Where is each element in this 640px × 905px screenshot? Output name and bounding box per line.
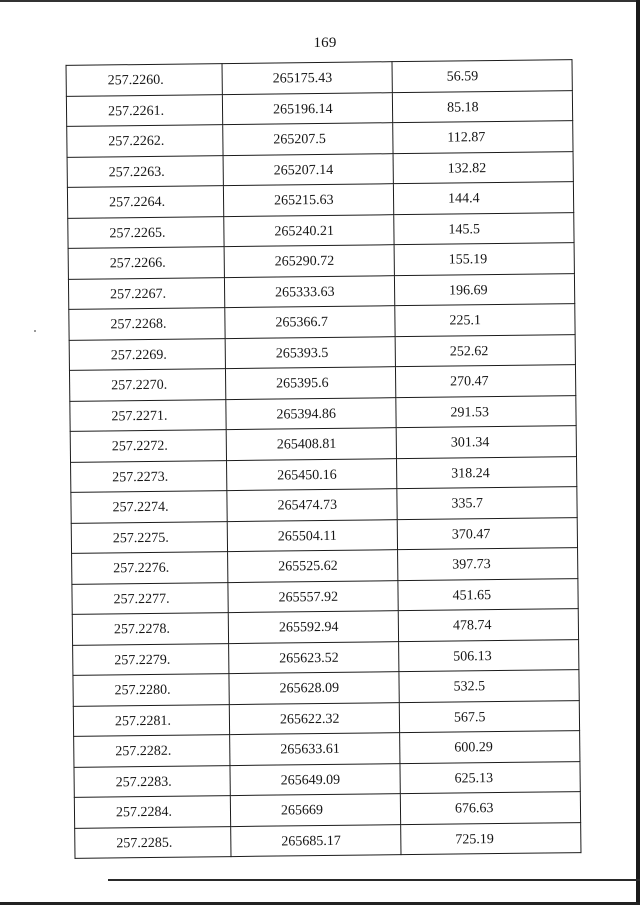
cell-column-3: 196.69	[394, 273, 574, 306]
cell-column-3: 85.18	[392, 90, 572, 123]
cell-column-1: 257.2276.	[72, 552, 228, 584]
cell-column-1: 257.2266.	[68, 247, 224, 279]
cell-column-1: 257.2280.	[73, 674, 229, 706]
cell-column-1: 257.2281.	[73, 704, 229, 736]
cell-column-1: 257.2277.	[72, 582, 228, 614]
cell-column-2: 265633.61	[230, 733, 400, 765]
cell-column-1: 257.2269.	[69, 338, 225, 370]
cell-column-1: 257.2272.	[70, 430, 226, 462]
cell-column-2: 265474.73	[227, 489, 397, 521]
cell-column-2: 265240.21	[224, 214, 394, 246]
scan-edge-top	[0, 0, 640, 2]
cell-column-2: 265685.17	[231, 824, 401, 856]
cell-column-1: 257.2271.	[70, 399, 226, 431]
cell-column-2: 265215.63	[223, 184, 393, 216]
cell-column-1: 257.2270.	[69, 369, 225, 401]
cell-column-3: 532.5	[399, 670, 579, 703]
cell-column-1: 257.2284.	[74, 796, 230, 828]
cell-column-2: 265175.43	[222, 62, 392, 94]
cell-column-3: 145.5	[394, 212, 574, 245]
cell-column-3: 155.19	[394, 243, 574, 276]
cell-column-2: 265628.09	[229, 672, 399, 704]
cell-column-3: 600.29	[400, 731, 580, 764]
cell-column-3: 291.53	[396, 395, 576, 428]
table-row	[75, 822, 581, 858]
cell-column-2: 265649.09	[230, 763, 400, 795]
cell-column-3: 144.4	[393, 182, 573, 215]
cell-column-1: 257.2285.	[75, 826, 231, 858]
cell-column-3: 676.63	[400, 792, 580, 825]
cell-column-2: 265395.6	[225, 367, 395, 399]
cell-column-3: 567.5	[399, 700, 579, 733]
cell-column-1: 257.2260.	[66, 64, 222, 96]
cell-column-2: 265622.32	[229, 702, 399, 734]
cell-column-2: 265393.5	[225, 336, 395, 368]
cell-column-1: 257.2267.	[68, 277, 224, 309]
cell-column-3: 506.13	[399, 639, 579, 672]
cell-column-3: 318.24	[396, 456, 576, 489]
cell-column-3: 225.1	[395, 304, 575, 337]
cell-column-2: 265333.63	[224, 275, 394, 307]
scan-line-bottom	[108, 879, 640, 881]
cell-column-1: 257.2273.	[71, 460, 227, 492]
cell-column-3: 397.73	[398, 548, 578, 581]
cell-column-1: 257.2282.	[74, 735, 230, 767]
cell-column-3: 301.34	[396, 426, 576, 459]
cell-column-2: 265525.62	[228, 550, 398, 582]
cell-column-3: 478.74	[398, 609, 578, 642]
cell-column-2: 265207.5	[223, 123, 393, 155]
cell-column-2: 265196.14	[222, 92, 392, 124]
cell-column-2: 265623.52	[229, 641, 399, 673]
cell-column-3: 132.82	[393, 151, 573, 184]
cell-column-1: 257.2268.	[69, 308, 225, 340]
cell-column-3: 56.59	[392, 60, 572, 93]
cell-column-3: 625.13	[400, 761, 580, 794]
cell-column-1: 257.2263.	[67, 155, 223, 187]
data-table	[66, 59, 582, 859]
cell-column-3: 370.47	[397, 517, 577, 550]
cell-column-2: 265207.14	[223, 153, 393, 185]
cell-column-1: 257.2283.	[74, 765, 230, 797]
table-container	[66, 59, 581, 859]
cell-column-1: 257.2279.	[73, 643, 229, 675]
cell-column-2: 265592.94	[228, 611, 398, 643]
cell-column-1: 257.2265.	[68, 216, 224, 248]
scan-edge-right	[636, 0, 640, 905]
scan-speck	[34, 330, 36, 332]
cell-column-3: 725.19	[401, 822, 581, 855]
cell-column-1: 257.2275.	[71, 521, 227, 553]
cell-column-3: 112.87	[393, 121, 573, 154]
cell-column-2: 265366.7	[225, 306, 395, 338]
cell-column-3: 252.62	[395, 334, 575, 367]
cell-column-2: 265504.11	[227, 519, 397, 551]
cell-column-2: 265290.72	[224, 245, 394, 277]
cell-column-2: 265394.86	[226, 397, 396, 429]
cell-column-3: 270.47	[395, 365, 575, 398]
cell-column-3: 451.65	[398, 578, 578, 611]
cell-column-3: 335.7	[397, 487, 577, 520]
cell-column-1: 257.2261.	[66, 94, 222, 126]
page-number: 169	[313, 35, 337, 51]
cell-column-1: 257.2262.	[67, 125, 223, 157]
cell-column-2: 265450.16	[227, 458, 397, 490]
cell-column-2: 265669	[230, 794, 400, 826]
cell-column-1: 257.2264.	[67, 186, 223, 218]
cell-column-1: 257.2278.	[72, 613, 228, 645]
cell-column-2: 265557.92	[228, 580, 398, 612]
cell-column-1: 257.2274.	[71, 491, 227, 523]
cell-column-2: 265408.81	[226, 428, 396, 460]
table-body	[66, 60, 581, 859]
